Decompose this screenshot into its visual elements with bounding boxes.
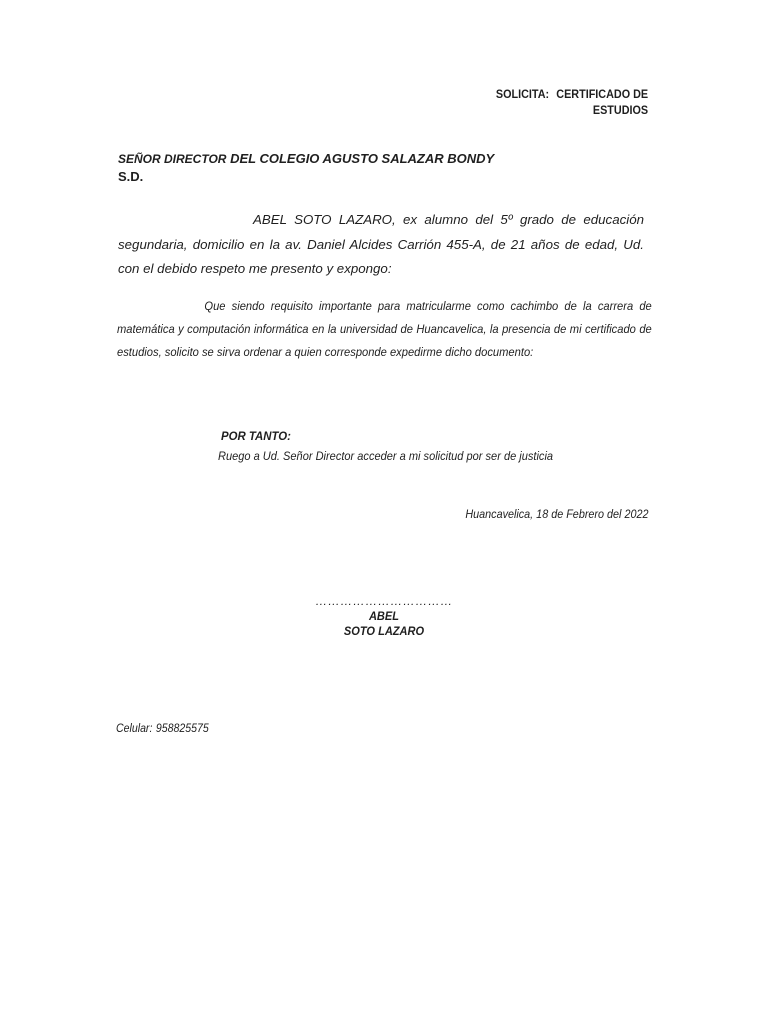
- subject-text-line-2: ESTUDIOS: [592, 103, 648, 117]
- closing-request-line: Ruego a Ud. Señor Director acceder a mi solicitud por ser de justicia: [218, 449, 554, 463]
- subject-block: [496, 86, 648, 118]
- addressee-prefix: SEÑOR DIRECTOR: [118, 152, 227, 166]
- por-tanto-heading: POR TANTO:: [221, 429, 291, 443]
- phone-label: Celular:: [116, 721, 153, 735]
- subject-line-1: [496, 86, 648, 102]
- subject-label: SOLICITA:: [495, 87, 549, 101]
- addressee-institution: DEL COLEGIO AGUSTO SALAZAR BONDY: [230, 151, 495, 166]
- date-line: Huancavelica, 18 de Febrero del 2022: [464, 507, 648, 521]
- phone-number: 958825575: [155, 721, 209, 735]
- signature-name-line-1: ABEL: [368, 609, 400, 623]
- addressee-sd: S.D.: [118, 169, 144, 184]
- subject-text-line-1: CERTIFICADO DE: [556, 87, 648, 101]
- signature-name-line-2: SOTO LAZARO: [343, 624, 425, 638]
- signature-dotted-line: ……………………………: [315, 594, 453, 608]
- request-paragraph: Que siendo requisito importante para matricularme como cachimbo de la carrera de matemática y computación informática en la universidad de Huancavelica, la presencia de mi certificado de estudios, solicito se sirva ordenar a quien corresponde expedirme dicho documento:: [117, 299, 652, 359]
- addressee-block: [118, 150, 494, 185]
- signature-block: [284, 594, 484, 639]
- contact-phone: [116, 721, 209, 735]
- intro-paragraph: ABEL SOTO LAZARO, ex alumno del 5º grado de educación segundaria, domicilio en la av. Daniel Alcides Carrión 455-A, de 21 años de edad, Ud. con el debido respeto me presento y expongo:: [118, 212, 644, 276]
